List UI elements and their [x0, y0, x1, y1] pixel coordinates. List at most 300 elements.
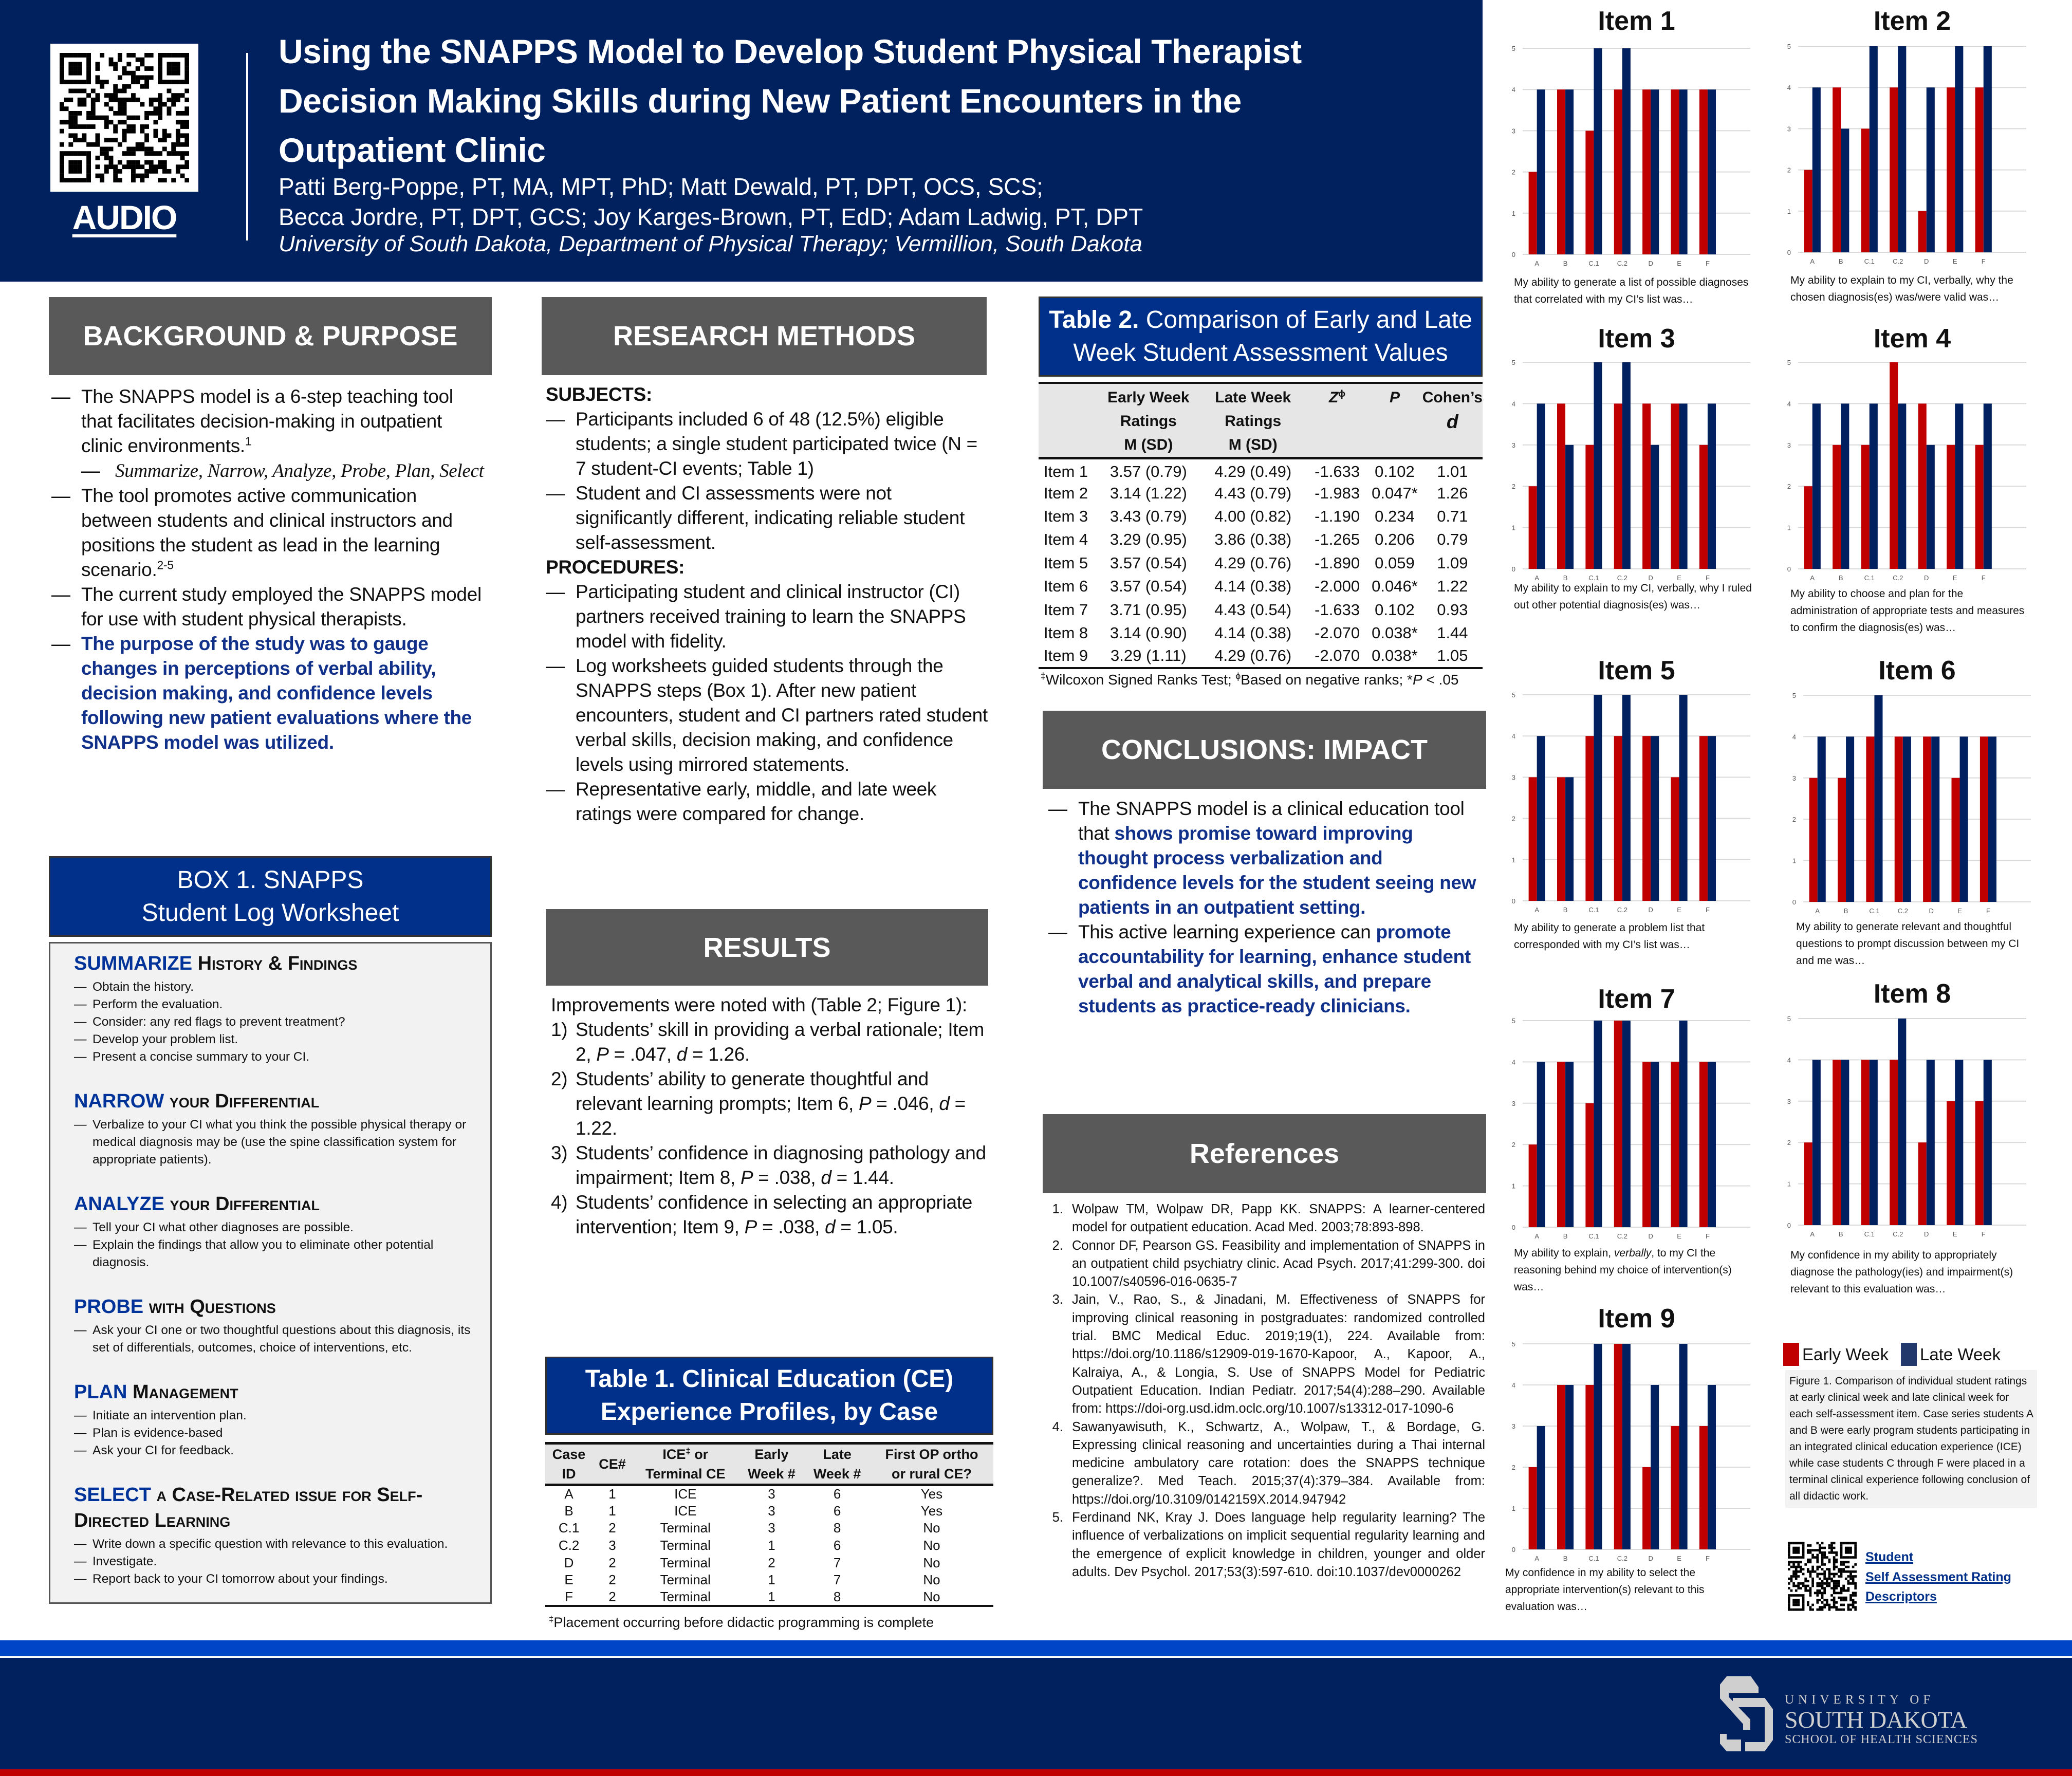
column-header: [870, 1444, 993, 1485]
text-segment: P: [858, 1093, 872, 1114]
table2-footnote: [1041, 671, 1483, 689]
text-segment: Cohen’s: [1422, 389, 1483, 406]
text-segment: Terminal CE: [645, 1466, 726, 1482]
table-cell: 0.038*: [1367, 645, 1422, 668]
bar-early-D: [1642, 89, 1651, 254]
y-tick-label: 0: [1511, 565, 1515, 573]
column-header: [739, 1444, 805, 1485]
table-row: [545, 1502, 993, 1520]
table-row: [1039, 482, 1483, 505]
text-segment: Students’ confidence in selecting an appropriate intervention; Item 9,: [576, 1192, 973, 1237]
x-tick-label: B: [1563, 1555, 1568, 1562]
list-item: — Obtain the history.: [74, 978, 480, 996]
x-tick-label: F: [1705, 1555, 1710, 1562]
wordmark-line3: SCHOOL OF HEALTH SCIENCES: [1785, 1733, 1978, 1746]
table-cell: ICE: [674, 1486, 697, 1502]
table-cell: 1.22: [1437, 577, 1468, 596]
text-segment: The purpose of the study was to gauge changes in perceptions of verbal ability, decision making, and confidence levels following new patient evaluations where the SNAPPS model was utilized.: [81, 633, 472, 753]
table2-title-line1: [1049, 304, 1472, 337]
y-tick-label: 1: [1792, 857, 1796, 865]
x-tick-label: B: [1838, 574, 1843, 582]
x-tick-label: D: [1924, 1230, 1929, 1238]
bar-early-C.1: [1585, 131, 1594, 254]
text-segment: P: [740, 1167, 753, 1188]
text-segment: , to my CI the reasoning behind my choice of intervention(s) was…: [1514, 1247, 1732, 1293]
y-tick-label: 0: [1511, 897, 1515, 905]
list-item: [546, 654, 989, 777]
list-item: — Tell your CI what other diagnoses are possible.: [74, 1219, 480, 1236]
y-tick-label: 2: [1511, 168, 1515, 176]
table-cell: 8: [833, 1520, 841, 1536]
list-item: — Report back to your CI tomorrow about your findings.: [74, 1570, 480, 1588]
table-cell: F: [545, 1589, 593, 1606]
text-segment: Log worksheets guided students through the SNAPPS steps (Box 1). After new patient encounters, student and CI partners rated student verbal skills, decision making, and confidence levels using mirrored statements.: [576, 655, 988, 775]
bar-late-C.1: [1594, 1344, 1602, 1549]
conclusions-heading: CONCLUSIONS: IMPACT: [1043, 711, 1486, 789]
procedures-list: [546, 580, 989, 826]
table-cell: 2: [768, 1555, 775, 1570]
bar-late-C.1: [1594, 48, 1602, 254]
subjects-label: SUBJECTS:: [546, 384, 652, 405]
bar-early-A: [1529, 172, 1537, 254]
step-subtitle: a Case-Related issue for Self-Directed Learning: [74, 1484, 423, 1531]
text-segment: = 1.44.: [831, 1167, 894, 1188]
ce-profiles-table: [545, 1442, 993, 1607]
x-tick-label: B: [1563, 260, 1568, 267]
text-segment: P: [1389, 389, 1400, 406]
table1-heading: [545, 1357, 993, 1435]
text-segment: Participants included 6 of 48 (12.5%) eligible students; a single student participated twice (N = 7 student-CI events; Table 1): [576, 409, 977, 479]
text-segment: Representative early, middle, and late week ratings were compared for change.: [576, 779, 937, 824]
text-segment: Late Week: [1215, 389, 1291, 406]
legend-early-label: Early Week: [1802, 1345, 1889, 1364]
text-segment: Student and CI assessments were not significantly different, indicating reliable student self-assessment.: [576, 483, 965, 553]
bar-late-E: [1679, 403, 1688, 569]
table-cell: Terminal: [660, 1555, 711, 1570]
bar-late-C.1: [1594, 362, 1602, 569]
chart-title: Item 6: [1878, 656, 1956, 686]
audio-qr-code[interactable]: [50, 44, 198, 192]
column-header: [545, 1444, 593, 1485]
text-segment: ICE: [662, 1447, 686, 1462]
x-tick-label: F: [1705, 906, 1710, 914]
text-segment: My confidence in my ability to appropriately diagnose the pathology(ies) and impairment(s) relevant to this evaluation was…: [1790, 1249, 2013, 1295]
table-cell: 2: [608, 1520, 616, 1536]
table-cell: 4.29 (0.76): [1214, 553, 1292, 572]
table-cell: 4.43 (0.54): [1214, 600, 1292, 619]
conclusions-list: [1048, 797, 1485, 1019]
bar-chart: [1511, 45, 1750, 267]
y-tick-label: 1: [1511, 1182, 1515, 1190]
bar-late-C.2: [1622, 1344, 1631, 1549]
list-item: [546, 777, 989, 826]
y-tick-label: 4: [1511, 400, 1515, 408]
early-week-swatch-icon: [1783, 1343, 1799, 1366]
bar-early-B: [1557, 403, 1565, 569]
bar-late-A: [1537, 403, 1545, 569]
table-row: [1039, 551, 1483, 575]
bar-late-B: [1841, 403, 1849, 569]
text-segment: The SNAPPS model is a clinical education tool that: [1078, 798, 1465, 844]
bar-early-E: [1947, 445, 1955, 569]
table-cell: 3: [768, 1520, 775, 1536]
rating-descriptors-qr-code[interactable]: [1788, 1542, 1857, 1611]
x-tick-label: C.2: [1617, 574, 1627, 582]
table-cell: B: [564, 1503, 574, 1519]
table-cell: 1: [608, 1486, 616, 1502]
list-item: — Perform the evaluation.: [74, 996, 480, 1013]
table-cell: 1: [739, 1589, 805, 1606]
x-tick-label: E: [1952, 257, 1957, 265]
bar-late-D: [1927, 1060, 1935, 1225]
bar-early-F: [1699, 445, 1708, 569]
text-segment: = .038,: [757, 1216, 825, 1237]
table-row: [545, 1537, 993, 1555]
bar-late-C.1: [1594, 695, 1602, 901]
y-tick-label: 3: [1511, 1099, 1515, 1107]
table1-footnote: [549, 1614, 997, 1631]
x-tick-label: B: [1843, 907, 1848, 915]
worksheet-step-narrow: [74, 1088, 480, 1169]
y-tick-label: 4: [1787, 84, 1791, 92]
bar-late-C.2: [1898, 403, 1906, 569]
table-cell: 3.14 (1.22): [1109, 484, 1187, 502]
y-tick-label: 1: [1787, 207, 1791, 215]
text-segment: promote accountability for learning, enhance student verbal and analytical skills, and prepare students as practice-ready clinicians.: [1078, 921, 1471, 1016]
x-tick-label: F: [1705, 574, 1710, 582]
y-tick-label: 5: [1511, 1017, 1515, 1025]
worksheet-step-probe: [74, 1294, 480, 1357]
results-list: [551, 1017, 988, 1239]
bar-late-A: [1818, 736, 1826, 902]
list-item: — Initiate an intervention plan.: [74, 1407, 480, 1424]
table-cell: 7: [833, 1572, 841, 1588]
table-cell: 3: [768, 1486, 775, 1502]
table-cell: -1.190: [1315, 507, 1360, 525]
table2-title-line2: Week Student Assessment Values: [1073, 339, 1448, 366]
x-tick-label: C.2: [1617, 1232, 1627, 1240]
bar-early-D: [1642, 736, 1651, 901]
table-cell: -2.000: [1315, 577, 1360, 596]
y-tick-label: 1: [1511, 524, 1515, 532]
results-heading: RESULTS: [546, 909, 988, 986]
text-segment: ‡: [549, 1614, 554, 1624]
bar-chart: [1792, 692, 2031, 915]
assessment-comparison-table: [1039, 382, 1483, 669]
text-segment: Case: [552, 1447, 586, 1462]
bar-late-F: [1708, 403, 1716, 569]
table-row: [1039, 598, 1483, 621]
bar-early-A: [1529, 1144, 1537, 1227]
bar-late-C.1: [1874, 695, 1882, 902]
table-cell: 0.93: [1437, 600, 1468, 619]
text-segment: M (SD): [1124, 436, 1173, 453]
x-tick-label: D: [1924, 574, 1929, 582]
y-tick-label: 0: [1792, 898, 1796, 906]
chart-title: Item 2: [1873, 6, 1951, 36]
legend-early: [1783, 1343, 1889, 1366]
bar-early-C.2: [1890, 362, 1898, 569]
bar-late-B: [1565, 1385, 1574, 1549]
bar-early-B: [1557, 89, 1565, 254]
table-cell: -1.265: [1315, 530, 1360, 549]
list-item: — Explain the findings that allow you to eliminate other potential diagnosis.: [74, 1236, 480, 1271]
table-cell: 3.86 (0.38): [1214, 530, 1292, 549]
text-segment: d: [939, 1093, 950, 1114]
rating-descriptors-link[interactable]: [1865, 1547, 2011, 1607]
link-line[interactable]: Descriptors: [1865, 1589, 1937, 1604]
y-tick-label: 0: [1787, 249, 1791, 256]
bar-early-A: [1804, 170, 1812, 252]
bar-chart: [1511, 691, 1750, 914]
x-tick-label: A: [1534, 574, 1540, 582]
table-cell: 0.038*: [1372, 623, 1418, 642]
snapps-worksheet-box: [49, 942, 492, 1604]
worksheet-step-analyze: [74, 1191, 480, 1271]
x-tick-label: E: [1677, 906, 1681, 914]
table-cell: 3.14 (0.90): [1109, 623, 1187, 642]
table-cell: -1.633: [1315, 462, 1360, 481]
bar-early-F: [1975, 87, 1984, 252]
table-row: [1039, 575, 1483, 598]
bar-chart: [1511, 359, 1750, 582]
bar-late-B: [1565, 89, 1574, 254]
y-tick-label: 4: [1511, 1381, 1515, 1389]
step-keyword: PROBE: [74, 1296, 144, 1318]
y-tick-label: 1: [1787, 1180, 1791, 1188]
link-line[interactable]: Student: [1865, 1550, 1914, 1564]
table-cell: Item 4: [1044, 530, 1088, 549]
table-cell: 3.71 (0.95): [1109, 600, 1187, 619]
text-segment: d: [821, 1167, 831, 1188]
table-cell: 1.44: [1437, 623, 1468, 642]
bar-early-D: [1923, 736, 1931, 902]
column-header: [1367, 383, 1422, 458]
table-cell: E: [564, 1572, 574, 1588]
text-segment: ϕ: [1338, 388, 1346, 399]
late-week-swatch-icon: [1901, 1343, 1917, 1366]
step-subtitle: Management: [133, 1381, 238, 1403]
bar-late-B: [1565, 1062, 1574, 1227]
text-segment: Based on negative ranks; *: [1241, 672, 1413, 688]
x-tick-label: D: [1648, 906, 1653, 914]
list-item: 3. Jain, V., Rao, S., & Jinadani, M. Effectiveness of SNAPPS for improving clinical reasoning in postgraduates: randomized controlled trial. BMC Medical Educ. 2019;19(1), 224. Available from: https://doi.org/10.1186/s12909-019-1670-Kapoor, A., Kapoor, A., Kalraiya, A., & Longia, S. Use of SNAPPS Model for Pediatric Outpatient Education. Indian Pediatr. 2017;54(4):288–290. Available from: https://doi-org.usd.idm.oclc.org/10.1007/s13312-017-1090-6: [1067, 1291, 1485, 1418]
x-tick-label: C.2: [1617, 260, 1627, 267]
step-subtitle: with Questions: [149, 1296, 276, 1318]
x-tick-label: C.2: [1897, 907, 1908, 915]
x-tick-label: F: [1981, 574, 1986, 582]
chart-caption: [1790, 585, 2032, 636]
x-tick-label: A: [1534, 260, 1540, 267]
y-tick-label: 4: [1511, 86, 1515, 94]
bar-early-E: [1671, 777, 1679, 901]
text-segment: verbally: [1614, 1247, 1652, 1259]
table-row: [545, 1589, 993, 1606]
y-tick-label: 4: [1511, 732, 1515, 741]
table-row: [1039, 458, 1483, 482]
list-item: — Ask your CI one or two thoughtful questions about this diagnosis, its set of differentials, outcomes, choice of interventions, etc.: [74, 1322, 480, 1357]
column-header: [1098, 383, 1198, 458]
y-tick-label: 2: [1787, 166, 1791, 174]
text-segment: My ability to choose and plan for the administration of appropriate tests and measures to confirm the diagnosis(es) was…: [1790, 588, 2025, 634]
x-tick-label: E: [1952, 1230, 1957, 1238]
table-cell: 1.26: [1437, 484, 1468, 502]
chart-title: Item 4: [1873, 324, 1951, 354]
y-tick-label: 3: [1787, 1097, 1791, 1105]
y-tick-label: 3: [1511, 773, 1515, 782]
x-tick-label: D: [1648, 1555, 1653, 1562]
author-list: [279, 172, 1143, 232]
x-tick-label: D: [1924, 257, 1929, 265]
step-heading: [74, 1482, 480, 1533]
text-segment: My ability to explain to my CI, verbally, why the chosen diagnosis(es) was/were valid was…: [1790, 274, 2013, 303]
text-segment: Summarize, Narrow, Analyze, Probe, Plan, Select: [115, 460, 484, 482]
table-cell: Terminal: [660, 1572, 711, 1588]
y-tick-label: 2: [1511, 1464, 1515, 1471]
step-subtitle: your Differential: [170, 1193, 320, 1215]
table-cell: -1.983: [1315, 484, 1360, 502]
bar-late-E: [1679, 1344, 1688, 1549]
worksheet-step-plan: [74, 1379, 480, 1459]
references-list: [1043, 1200, 1485, 1581]
bar-late-C.2: [1903, 736, 1911, 902]
table-cell: 1.01: [1437, 462, 1468, 481]
qr-code-icon: [60, 53, 189, 182]
table-cell: 0.206: [1375, 530, 1415, 549]
x-tick-label: B: [1838, 1230, 1843, 1238]
y-tick-label: 0: [1787, 1222, 1791, 1229]
table2-heading: [1039, 297, 1483, 377]
y-tick-label: 5: [1787, 1015, 1791, 1023]
table-cell: Item 3: [1044, 507, 1088, 525]
x-tick-label: B: [1838, 257, 1843, 265]
y-tick-label: 0: [1511, 251, 1515, 258]
bar-early-F: [1980, 736, 1988, 902]
worksheet-step-summarize: [74, 951, 480, 1066]
table-cell: 6: [833, 1486, 841, 1502]
bar-late-B: [1846, 736, 1854, 902]
text-segment: d: [825, 1216, 836, 1237]
bar-late-A: [1537, 89, 1545, 254]
bar-late-E: [1955, 403, 1963, 569]
table-row: [545, 1485, 993, 1503]
y-tick-label: 4: [1792, 733, 1796, 741]
methods-heading: RESEARCH METHODS: [542, 297, 987, 375]
table-row: [1039, 528, 1483, 551]
link-line[interactable]: Self Assessment Rating: [1865, 1569, 2011, 1584]
bar-early-C.2: [1890, 87, 1898, 252]
list-item: [546, 580, 989, 654]
step-bullets: [74, 978, 480, 1066]
bar-early-C.2: [1614, 1344, 1622, 1549]
text-segment: d: [676, 1044, 687, 1065]
bar-chart: [1787, 43, 2026, 265]
step-space: [192, 953, 198, 974]
bar-early-F: [1975, 1101, 1984, 1225]
y-tick-label: 3: [1792, 774, 1796, 782]
table-cell: 1.05: [1422, 645, 1483, 668]
step-heading: [74, 1294, 480, 1320]
list-item: [551, 1190, 988, 1239]
bar-early-D: [1642, 403, 1651, 569]
table-cell: 3.57 (0.54): [1109, 553, 1187, 572]
x-tick-label: C.2: [1893, 574, 1903, 582]
text-segment: Students’ confidence in diagnosing pathology and impairment; Item 8,: [576, 1142, 986, 1188]
x-tick-label: B: [1563, 1232, 1568, 1240]
table-cell: No: [923, 1520, 940, 1536]
x-tick-label: A: [1534, 1555, 1540, 1562]
table-cell: 0.102: [1375, 600, 1415, 619]
list-item: [546, 407, 989, 481]
bar-late-D: [1651, 1385, 1659, 1549]
table-cell: 0.059: [1375, 553, 1415, 572]
bar-late-C.2: [1622, 695, 1631, 901]
list-item: — Develop your problem list.: [74, 1031, 480, 1048]
chart-title: Item 7: [1598, 984, 1675, 1014]
background-list: [51, 384, 488, 755]
text-segment: Z: [1328, 389, 1339, 406]
y-tick-label: 5: [1511, 1340, 1515, 1348]
table-cell: 1: [768, 1537, 775, 1553]
list-item: 1. Wolpaw TM, Wolpaw DR, Papp KK. SNAPPS: A learner-centered model for outpatient education. Acad Med. 2003;78:893-898.: [1067, 1200, 1485, 1237]
bar-early-F: [1699, 1426, 1708, 1549]
bar-chart: [1787, 359, 2026, 582]
list-item: [546, 481, 989, 555]
chart-caption: [1505, 1564, 1747, 1615]
text-segment: < .05: [1422, 672, 1459, 688]
chart-title: Item 9: [1598, 1304, 1675, 1334]
legend-late-label: Late Week: [1920, 1345, 2001, 1364]
list-item: — Verbalize to your CI what you think the possible physical therapy or medical diagnosis may be (use the spine classification system for appropriate patients).: [74, 1116, 480, 1169]
bar-early-C.1: [1585, 1103, 1594, 1227]
table-cell: 8: [804, 1589, 870, 1606]
text-segment: Placement occurring before didactic programming is complete: [553, 1615, 934, 1630]
bar-late-B: [1565, 445, 1574, 569]
table1-title-line2: Experience Profiles, by Case: [600, 1398, 938, 1426]
list-item: 5. Ferdinand NK, Kray J. Does language help regularity learning? The influence of verbalizations on implicit sequential regularity learning and the emergence of explicit knowledge in children, younger and older adults. Dev Psychol. 2017;53(3):597-610. doi:10.1037/dev0000262: [1067, 1509, 1485, 1581]
y-tick-label: 1: [1511, 209, 1515, 217]
text-segment: = 1.26.: [687, 1044, 750, 1065]
table-cell: 0.79: [1437, 530, 1468, 549]
bar-early-C.2: [1614, 1021, 1622, 1227]
table-cell: 4.14 (0.38): [1214, 577, 1292, 596]
x-tick-label: D: [1648, 574, 1653, 582]
table-cell: No: [923, 1572, 940, 1588]
step-space: [164, 1090, 170, 1112]
chart-title: Item 3: [1598, 324, 1675, 354]
step-space: [143, 1296, 149, 1318]
y-tick-label: 5: [1511, 359, 1515, 366]
step-bullets: [74, 1407, 480, 1459]
y-tick-label: 0: [1787, 565, 1791, 573]
table-cell: 3: [768, 1503, 775, 1519]
bar-early-B: [1833, 445, 1841, 569]
affiliation: University of South Dakota, Department of Physical Therapy; Vermillion, South Dakota: [279, 231, 1142, 256]
text-segment: ϕ: [1235, 671, 1241, 681]
text-segment: My ability to generate a list of possible diagnoses that correlated with my CI’s list was…: [1514, 276, 1749, 305]
table-cell: 0.234: [1375, 507, 1415, 525]
bar-late-D: [1651, 89, 1659, 254]
chart-caption: [1514, 274, 1755, 308]
bar-late-E: [1955, 1060, 1963, 1225]
bar-early-C.2: [1614, 736, 1622, 901]
audio-link[interactable]: AUDIO: [72, 198, 177, 236]
bar-early-A: [1529, 777, 1537, 901]
table-header-row: [545, 1444, 993, 1485]
x-tick-label: E: [1952, 574, 1957, 582]
bar-early-B: [1557, 1062, 1565, 1227]
table-cell: 0.047*: [1372, 484, 1418, 502]
